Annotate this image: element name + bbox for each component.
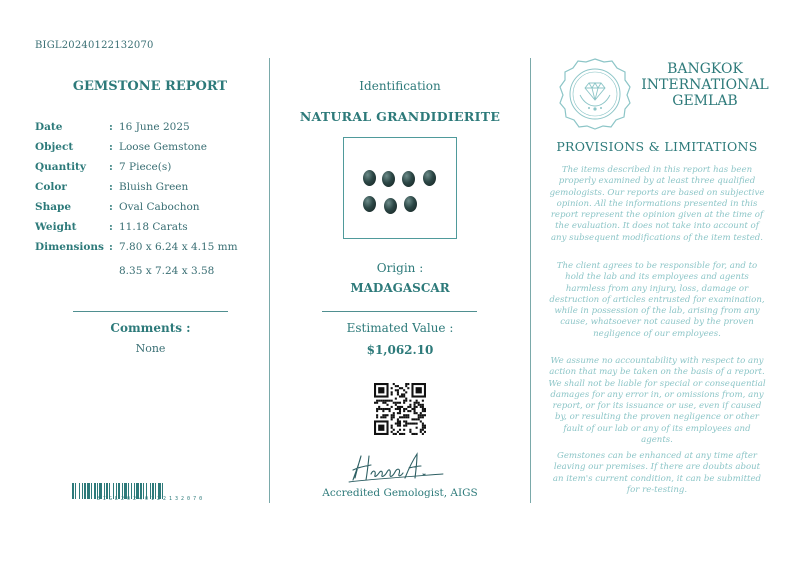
spec-value: Oval Cabochon <box>119 201 200 213</box>
origin-label: Origin : <box>376 261 424 275</box>
column-divider-left <box>269 58 270 503</box>
spec-value: 7 Piece(s) <box>119 161 172 173</box>
lab-name-line: GEMLAB <box>672 93 738 109</box>
comments-divider <box>73 311 228 312</box>
spec-colon: : <box>109 161 113 173</box>
dimensions-line-2: 8.35 x 7.24 x 3.58 <box>119 265 215 277</box>
provisions-paragraph: Gemstones can be enhanced at any time after leaving our premises. If there are doubts about an item's current condition, it can be submitted for re-testing. <box>552 451 762 495</box>
gemologist-label: Accredited Gemologist, AIGS <box>322 487 478 499</box>
spec-row-color <box>35 181 265 195</box>
column-divider-right <box>530 58 531 503</box>
spec-colon: : <box>109 241 113 253</box>
origin-value: MADAGASCAR <box>350 281 450 295</box>
provisions-paragraph: The items described in this report has been properly examined by at least three qualified gemologists. Our reports are based on subjective opinion. All the informations presented in this report represent the opinion given at the time of the evaluation. It does not take into account of any subsequent modifications of the item tested. <box>549 165 765 243</box>
spec-value: Bluish Green <box>119 181 189 193</box>
spec-row-dimensions <box>35 241 265 255</box>
gemstone-image <box>423 170 436 186</box>
spec-colon: : <box>109 221 113 233</box>
spec-label: Dimensions <box>35 241 104 253</box>
spec-label: Weight <box>35 221 77 233</box>
provisions-title: PROVISIONS & LIMITATIONS <box>556 139 758 154</box>
spec-row-shape <box>35 201 265 215</box>
spec-label: Color <box>35 181 67 193</box>
spec-row-date <box>35 121 265 135</box>
spec-label: Shape <box>35 201 72 213</box>
spec-row-object <box>35 141 265 155</box>
spec-value: 16 June 2025 <box>119 121 190 133</box>
spec-value: Loose Gemstone <box>119 141 208 153</box>
lab-name-line: BANGKOK <box>667 61 743 77</box>
gemologist-signature <box>343 448 455 488</box>
identification-label: Identification <box>359 79 441 93</box>
lab-name-line: INTERNATIONAL <box>641 77 769 93</box>
spec-colon: : <box>109 201 113 213</box>
provisions-paragraph: The client agrees to be responsible for, and to hold the lab and its employees and agents harmless from any injury, loss, damage or destruction of articles entrusted for examination, while in possession of the lab, arising from any cause, whatsoever not caused by the proven negligence of our employees. <box>549 261 765 339</box>
gemstone-image <box>363 170 376 186</box>
stone-name: NATURAL GRANDIDIERITE <box>299 109 501 124</box>
spec-colon: : <box>109 141 113 153</box>
estimated-value-amount: $1,062.10 <box>366 343 434 357</box>
gemstone-image <box>382 171 395 187</box>
spec-row-weight <box>35 221 265 235</box>
barcode-text: BIGL20240122132070 <box>96 496 206 502</box>
report-id: BIGL20240122132070 <box>35 40 154 51</box>
gemstone-image <box>384 198 397 214</box>
spec-label: Object <box>35 141 74 153</box>
spec-colon: : <box>109 181 113 193</box>
comments-value: None <box>135 342 166 355</box>
provisions-paragraph: We assume no accountability with respect to any action that may be taken on the basis of a report. We shall not be liable for special or consequential damages for any error in, or omissions from, any report, or for its issuance or use, even if caused by, or resulting the proven negligence or other fault of our lab or any of its employees and agents. <box>548 356 766 446</box>
lab-name <box>640 61 770 109</box>
lab-logo-seal <box>558 57 632 131</box>
qr-code <box>374 383 426 435</box>
gemstone-photo <box>343 137 457 239</box>
gemstone-image <box>404 196 417 212</box>
spec-label: Date <box>35 121 63 133</box>
spec-label: Quantity <box>35 161 87 173</box>
value-divider <box>322 311 477 312</box>
spec-value: 11.18 Carats <box>119 221 188 233</box>
comments-label: Comments : <box>110 321 191 335</box>
gemstone-image <box>402 171 415 187</box>
spec-colon: : <box>109 121 113 133</box>
spec-row-quantity <box>35 161 265 175</box>
gemstone-image <box>363 196 376 212</box>
spec-value: 7.80 x 6.24 x 4.15 mm <box>119 241 238 253</box>
report-title: GEMSTONE REPORT <box>72 79 228 94</box>
estimated-value-label: Estimated Value : <box>346 321 454 335</box>
